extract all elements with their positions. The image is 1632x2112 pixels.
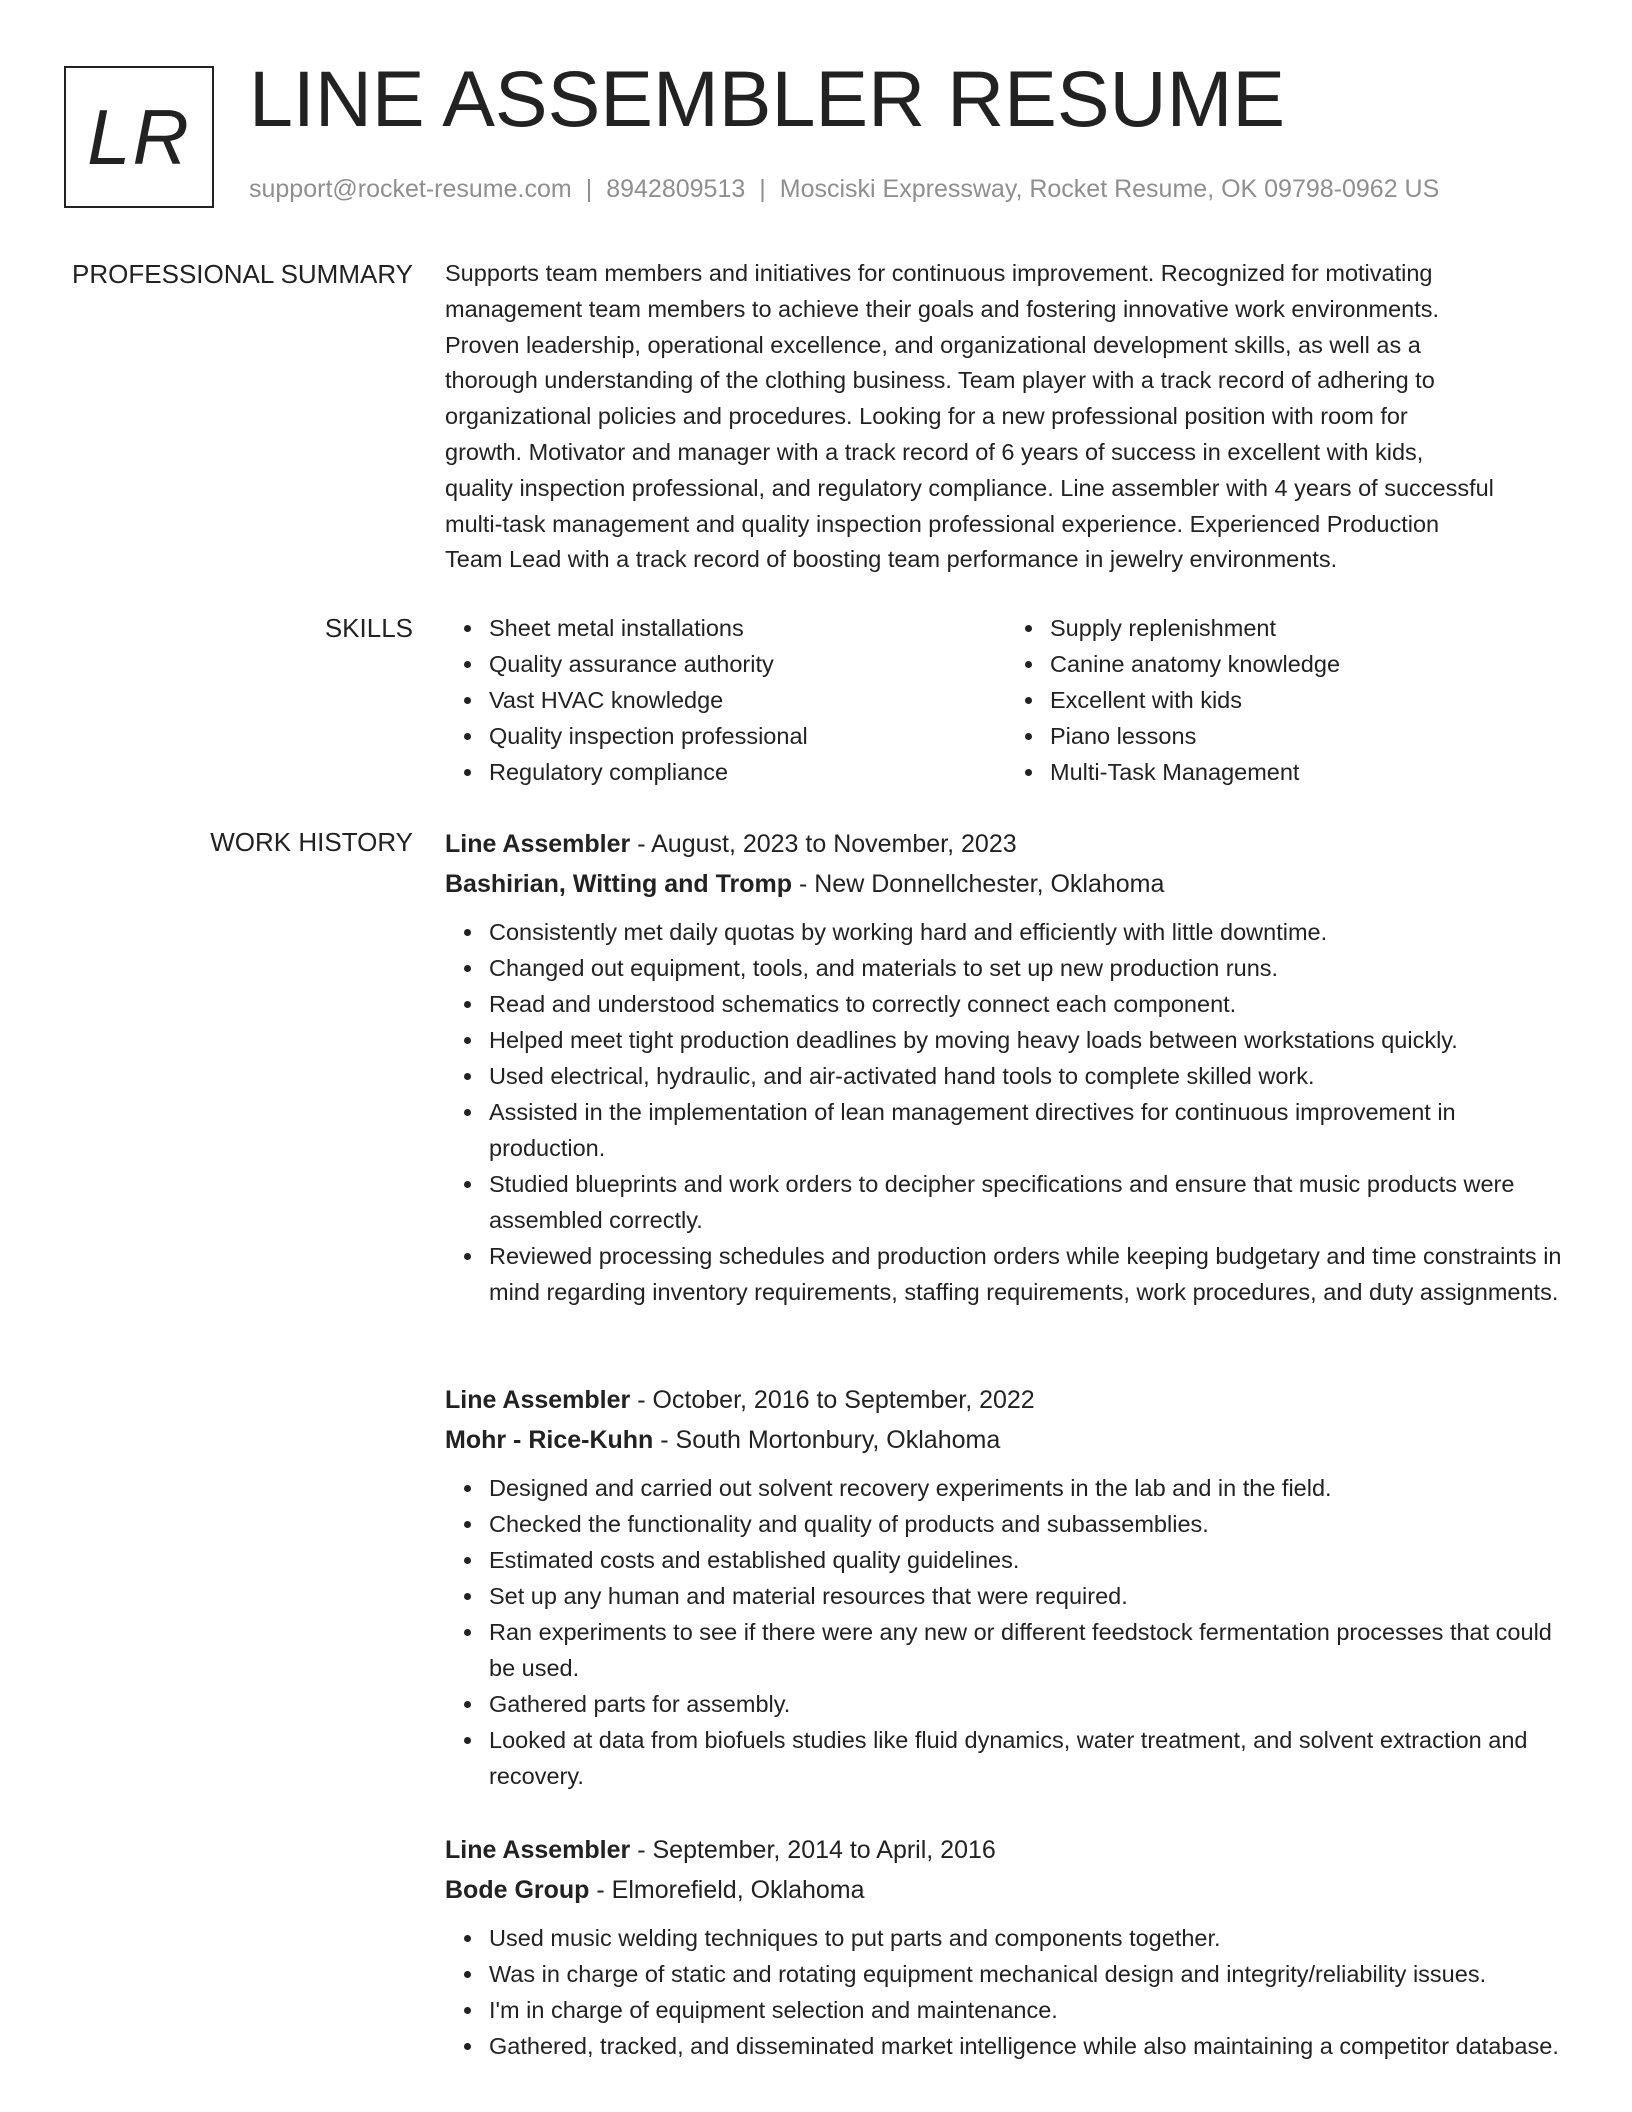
job-company-line: [445, 1420, 1567, 1460]
skill-item: Sheet metal installations: [489, 610, 1006, 646]
job-location: Elmorefield, Oklahoma: [611, 1876, 865, 1904]
job-bullet: Read and understood schematics to correctly connect each component.: [489, 986, 1567, 1022]
job-dash: -: [630, 830, 652, 858]
job-bullet: Consistently met daily quotas by working hard and efficiently with little downtime.: [489, 914, 1567, 950]
skill-item: Multi-Task Management: [1050, 754, 1567, 790]
job-bullet: Checked the functionality and quality of products and subassemblies.: [489, 1506, 1567, 1542]
job-bullet: Was in charge of static and rotating equipment mechanical design and integrity/reliability issues.: [489, 1956, 1567, 1992]
job-dash: -: [630, 1836, 653, 1864]
skill-item: Piano lessons: [1050, 718, 1567, 754]
job-title-line: [445, 824, 1567, 864]
job-dates: October, 2016 to September, 2022: [652, 1386, 1035, 1414]
skill-item: Supply replenishment: [1050, 610, 1567, 646]
summary-text: [445, 256, 1567, 578]
contact-email: support@rocket-resume.com: [249, 175, 572, 203]
job-bullet: Gathered, tracked, and disseminated market intelligence while also maintaining a competitor database.: [489, 2028, 1567, 2064]
skills-column-right: [1006, 610, 1567, 790]
job-dates: August, 2023 to November, 2023: [651, 830, 1017, 858]
job-bullets: [445, 1470, 1567, 1794]
job-bullet: Designed and carried out solvent recovery experiments in the lab and in the field.: [489, 1470, 1567, 1506]
summary-line: growth. Motivator and manager with a track record of 6 years of success in excellent with kids,: [445, 438, 1424, 465]
job-bullet: Used electrical, hydraulic, and air-activated hand tools to complete skilled work.: [489, 1058, 1567, 1094]
section-label-work-history: WORK HISTORY: [210, 827, 413, 857]
section-label-summary: PROFESSIONAL SUMMARY: [72, 259, 413, 289]
job-bullet: Used music welding techniques to put parts and components together.: [489, 1920, 1567, 1956]
job-bullet: Set up any human and material resources that were required.: [489, 1578, 1567, 1614]
job-bullet: Helped meet tight production deadlines by moving heavy loads between workstations quickly.: [489, 1022, 1567, 1058]
job-bullet: Looked at data from biofuels studies like fluid dynamics, water treatment, and solvent extraction and recovery.: [489, 1722, 1567, 1794]
resume-title: LINE ASSEMBLER RESUME: [249, 54, 1286, 143]
job-dash: -: [589, 1876, 612, 1904]
skill-item: Regulatory compliance: [489, 754, 1006, 790]
job-bullet: Reviewed processing schedules and production orders while keeping budgetary and time constraints in mind regarding inventory requirements, staffing requirements, work procedures, and duty assignments.: [489, 1238, 1567, 1310]
job-entry: [445, 1380, 1567, 1794]
contact-phone: 8942809513: [606, 175, 746, 203]
job-entry: [445, 824, 1567, 1310]
job-title-line: [445, 1830, 1567, 1870]
summary-line: quality inspection professional, and regulatory compliance. Line assembler with 4 years of successful: [445, 474, 1494, 501]
summary-line: thorough understanding of the clothing business. Team player with a track record of adhering to: [445, 367, 1435, 394]
job-bullet: Assisted in the implementation of lean management directives for continuous improvement in production.: [489, 1094, 1567, 1166]
summary-body: [445, 256, 1567, 578]
job-title: Line Assembler: [445, 830, 631, 858]
job-company-line: [445, 1870, 1567, 1910]
job-dash: -: [653, 1426, 676, 1454]
skill-item: Canine anatomy knowledge: [1050, 646, 1567, 682]
summary-line: management team members to achieve their goals and fostering innovative work environments.: [445, 295, 1440, 322]
job-location: New Donnellchester, Oklahoma: [814, 870, 1165, 898]
contact-line: [249, 174, 1439, 204]
job-bullet: Estimated costs and established quality guidelines.: [489, 1542, 1567, 1578]
contact-separator: |: [759, 175, 766, 203]
job-company: Bode Group: [445, 1876, 590, 1904]
summary-line: Proven leadership, operational excellence, and organizational development skills, as well as a: [445, 331, 1421, 358]
monogram-logo: LR: [64, 66, 214, 208]
summary-line: organizational policies and procedures. Looking for a new professional position with room for: [445, 403, 1408, 430]
job-dash: -: [630, 1386, 653, 1414]
job-bullet: Studied blueprints and work orders to decipher specifications and ensure that music products were assembled correctly.: [489, 1166, 1567, 1238]
job-company-line: [445, 864, 1567, 904]
section-label-skills: SKILLS: [324, 613, 413, 643]
skill-item: Quality inspection professional: [489, 718, 1006, 754]
job-title-line: [445, 1380, 1567, 1420]
skill-item: Excellent with kids: [1050, 682, 1567, 718]
skill-item: Quality assurance authority: [489, 646, 1006, 682]
job-bullet: Changed out equipment, tools, and materials to set up new production runs.: [489, 950, 1567, 986]
contact-separator: |: [585, 175, 593, 203]
job-bullets: [445, 914, 1567, 1310]
skills-grid: [445, 610, 1567, 790]
job-location: South Mortonbury, Oklahoma: [675, 1426, 1001, 1454]
job-bullet: Ran experiments to see if there were any new or different feedstock fermentation processes that could be used.: [489, 1614, 1567, 1686]
job-bullet: I'm in charge of equipment selection and maintenance.: [489, 1992, 1567, 2028]
job-company: Mohr - Rice-Kuhn: [445, 1426, 654, 1454]
job-bullets: [445, 1920, 1567, 2064]
summary-line: multi-task management and quality inspection professional experience. Experienced Production: [445, 510, 1440, 537]
job-bullet: Gathered parts for assembly.: [489, 1686, 1567, 1722]
summary-line: Supports team members and initiatives for continuous improvement. Recognized for motivating: [445, 260, 1433, 286]
job-entry: [445, 1830, 1567, 2064]
contact-address: Mosciski Expressway, Rocket Resume, OK 09798-0962 US: [779, 175, 1440, 203]
job-dates: September, 2014 to April, 2016: [652, 1836, 996, 1864]
job-title: Line Assembler: [445, 1386, 631, 1414]
job-dash: -: [792, 870, 815, 898]
skills-column-left: [445, 610, 1006, 790]
job-title: Line Assembler: [445, 1836, 631, 1864]
job-company: Bashirian, Witting and Tromp: [445, 870, 793, 898]
summary-line: Team Lead with a track record of boosting team performance in jewelry environments.: [445, 546, 1338, 573]
skill-item: Vast HVAC knowledge: [489, 682, 1006, 718]
